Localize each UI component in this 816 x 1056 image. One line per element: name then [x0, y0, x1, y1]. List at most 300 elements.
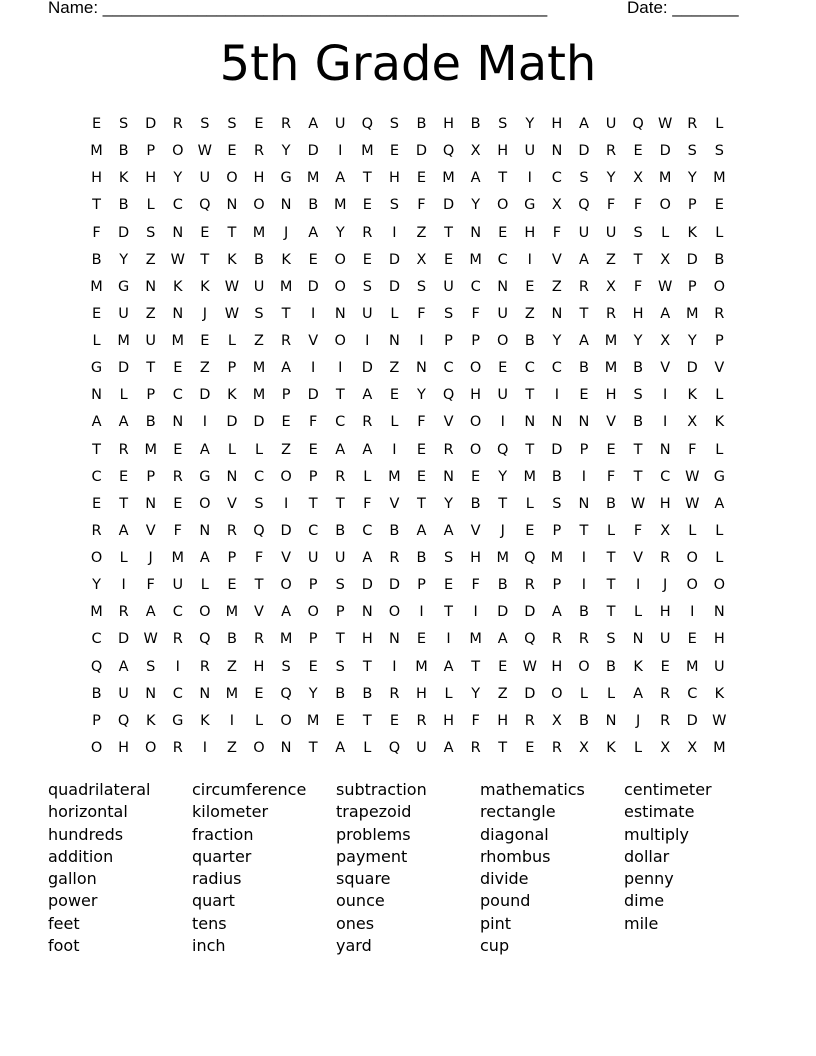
grid-letter: D — [361, 577, 373, 594]
word-list-item: mile — [624, 913, 659, 933]
grid-letter: Q — [524, 550, 536, 567]
grid-letter: Z — [199, 360, 210, 377]
grid-letter: M — [252, 387, 266, 404]
word-list-item: fraction — [192, 824, 254, 844]
grid-letter: E — [606, 441, 616, 458]
grid-letter: U — [416, 739, 427, 756]
grid-row — [83, 138, 733, 165]
grid-letter: R — [578, 278, 589, 295]
grid-letter: W — [685, 495, 700, 512]
grid-letter: O — [713, 278, 726, 295]
grid-letter: E — [443, 577, 454, 594]
grid-letter: W — [658, 278, 673, 295]
grid-letter: D — [524, 604, 536, 621]
grid-letter: B — [416, 550, 427, 567]
grid-letter: S — [146, 224, 156, 241]
grid-letter: A — [578, 116, 589, 133]
grid-letter: V — [633, 550, 644, 567]
grid-letter: O — [334, 251, 346, 268]
grid-letter: Q — [199, 197, 211, 214]
grid-letter: E — [498, 658, 508, 675]
grid-letter: M — [713, 170, 726, 187]
word-list-item: ones — [336, 913, 375, 933]
grid-letter: U — [145, 333, 156, 350]
grid-letter: I — [473, 604, 478, 621]
grid-letter: A — [470, 170, 481, 187]
grid-letter: T — [227, 224, 237, 241]
grid-letter: M — [604, 360, 618, 377]
grid-letter: G — [524, 197, 536, 214]
grid-letter: M — [144, 441, 157, 458]
grid-letter: X — [660, 251, 671, 268]
grid-letter: A — [335, 441, 346, 458]
grid-letter: T — [606, 604, 616, 621]
grid-letter: V — [470, 522, 481, 539]
word-column — [48, 779, 192, 957]
grid-row — [83, 626, 733, 653]
grid-letter: N — [226, 468, 238, 485]
grid-letter: Z — [416, 224, 427, 241]
grid-letter: A — [578, 251, 589, 268]
grid-letter: E — [119, 468, 129, 485]
grid-letter: U — [118, 305, 129, 322]
grid-letter: R — [389, 685, 400, 702]
grid-letter: J — [663, 577, 668, 594]
grid-letter: O — [280, 577, 292, 594]
grid-letter: U — [605, 116, 617, 133]
grid-letter: L — [661, 224, 670, 241]
grid-letter: D — [524, 685, 536, 702]
grid-letter: P — [308, 468, 318, 485]
grid-letter: C — [172, 685, 183, 702]
grid-letter: N — [145, 278, 157, 295]
grid-letter: D — [226, 414, 238, 431]
grid-letter: U — [659, 631, 671, 648]
grid-letter: A — [714, 495, 725, 512]
grid-letter: M — [658, 170, 672, 187]
grid-letter: I — [311, 360, 316, 377]
grid-letter: R — [199, 658, 210, 675]
grid-letter: Z — [524, 305, 535, 322]
grid-letter: B — [606, 658, 616, 675]
grid-letter: A — [91, 414, 102, 431]
grid-letter: E — [200, 333, 210, 350]
grid-letter: B — [606, 495, 616, 512]
grid-letter: E — [173, 495, 183, 512]
grid-letter: B — [254, 251, 264, 268]
grid-letter: L — [146, 197, 155, 214]
word-list-item: square — [336, 869, 391, 889]
grid-letter: N — [172, 224, 184, 241]
grid-letter: D — [253, 414, 265, 431]
grid-letter: M — [90, 143, 103, 160]
grid-letter: S — [633, 224, 643, 241]
grid-letter: O — [307, 604, 319, 621]
grid-letter: S — [119, 116, 129, 133]
grid-letter: R — [605, 143, 617, 160]
grid-letter: L — [200, 577, 209, 594]
grid-letter: E — [660, 658, 670, 675]
grid-letter: N — [280, 197, 292, 214]
word-list-item: tens — [192, 913, 227, 933]
grid-letter: D — [686, 360, 698, 377]
grid-letter: Q — [442, 387, 455, 404]
grid-letter: A — [362, 550, 373, 567]
grid-letter: I — [635, 577, 641, 594]
grid-letter: R — [416, 712, 427, 729]
grid-letter: D — [659, 143, 671, 160]
grid-letter: H — [713, 631, 725, 648]
grid-letter: E — [416, 170, 427, 187]
grid-letter: K — [173, 278, 183, 295]
grid-letter: D — [307, 143, 319, 160]
grid-letter: Q — [199, 631, 211, 648]
grid-letter: B — [633, 414, 644, 431]
grid-letter: U — [118, 685, 129, 702]
grid-letter: O — [144, 739, 157, 756]
grid-letter: A — [281, 360, 292, 377]
grid-letter: D — [686, 251, 698, 268]
word-list-item: circumference — [192, 780, 307, 799]
grid-letter: A — [118, 658, 129, 675]
grid-letter: I — [338, 143, 343, 160]
grid-row — [83, 274, 733, 301]
grid-letter: C — [660, 468, 671, 485]
grid-letter: G — [713, 468, 725, 485]
word-list-item: addition — [48, 846, 114, 866]
grid-letter: O — [280, 468, 292, 485]
grid-letter: T — [579, 522, 589, 539]
grid-letter: R — [118, 604, 129, 621]
word-list-item: pint — [480, 913, 512, 933]
grid-letter: H — [524, 224, 536, 241]
grid-letter: Q — [632, 116, 644, 133]
grid-letter: G — [90, 360, 103, 377]
grid-letter: B — [524, 333, 535, 350]
grid-letter: N — [388, 631, 400, 648]
grid-letter: L — [227, 441, 236, 458]
grid-letter: O — [172, 143, 184, 160]
word-list-item: dime — [624, 891, 665, 911]
grid-letter: F — [146, 577, 155, 594]
grid-letter: P — [687, 197, 697, 214]
grid-letter: T — [444, 224, 453, 241]
grid-letter: X — [633, 170, 644, 187]
grid-row — [83, 464, 733, 491]
grid-letter: Y — [687, 333, 697, 350]
grid-letter: O — [659, 197, 671, 214]
word-list-item: hundreds — [48, 824, 124, 844]
grid-letter: L — [363, 739, 372, 756]
grid-letter: P — [444, 333, 453, 350]
grid-letter: P — [92, 712, 101, 729]
grid-letter: L — [254, 712, 264, 729]
grid-letter: G — [172, 712, 184, 729]
grid-letter: O — [551, 685, 563, 702]
grid-letter: T — [200, 251, 210, 268]
grid-letter: K — [200, 278, 210, 295]
grid-letter: M — [90, 278, 103, 295]
grid-letter: E — [91, 116, 102, 133]
grid-letter: R — [253, 143, 265, 160]
grid-row — [83, 409, 733, 436]
grid-letter: D — [388, 278, 400, 295]
grid-letter: N — [416, 360, 427, 377]
grid-letter: C — [551, 360, 562, 377]
grid-letter: C — [524, 360, 535, 377]
grid-letter: C — [172, 387, 183, 404]
grid-letter: O — [280, 712, 292, 729]
grid-letter: E — [416, 441, 427, 458]
grid-letter: Y — [281, 143, 291, 160]
grid-letter: A — [497, 631, 508, 648]
grid-letter: Q — [90, 658, 103, 675]
grid-letter: B — [578, 604, 589, 621]
grid-letter: A — [118, 522, 129, 539]
grid-letter: H — [91, 170, 102, 187]
grid-letter: E — [335, 712, 345, 729]
grid-letter: O — [253, 197, 265, 214]
grid-letter: M — [604, 333, 618, 350]
grid-letter: S — [335, 577, 345, 594]
grid-letter: P — [471, 333, 480, 350]
grid-letter: N — [632, 631, 644, 648]
grid-letter: T — [362, 170, 372, 187]
grid-letter: Q — [280, 685, 292, 702]
grid-row — [83, 328, 733, 355]
grid-letter: I — [202, 414, 207, 431]
grid-letter: S — [281, 658, 291, 675]
grid-letter: S — [389, 197, 399, 214]
grid-letter: B — [91, 251, 102, 268]
grid-letter: T — [606, 577, 616, 594]
grid-letter: A — [443, 739, 454, 756]
grid-letter: F — [688, 441, 697, 458]
grid-letter: B — [470, 495, 481, 512]
grid-letter: D — [145, 116, 157, 133]
grid-letter: F — [417, 305, 426, 322]
grid-letter: Y — [687, 170, 697, 187]
grid-letter: I — [121, 577, 126, 594]
grid-letter: N — [551, 414, 563, 431]
grid-letter: T — [335, 495, 345, 512]
grid-letter: D — [118, 224, 130, 241]
word-list-item: rectangle — [480, 802, 556, 822]
page-title: 5th Grade Math — [219, 36, 597, 92]
grid-letter: W — [658, 116, 673, 133]
grid-letter: Y — [471, 197, 481, 214]
grid-letter: X — [660, 739, 671, 756]
grid-letter: R — [714, 305, 725, 322]
grid-letter: P — [417, 577, 426, 594]
word-list-item: power — [48, 891, 98, 911]
grid-letter: V — [606, 414, 616, 431]
grid-letter: M — [523, 468, 537, 485]
grid-letter: T — [633, 251, 643, 268]
grid-letter: Q — [388, 739, 401, 756]
grid-letter: D — [578, 143, 590, 160]
grid-letter: L — [715, 550, 724, 567]
grid-letter: S — [362, 278, 372, 295]
grid-letter: M — [686, 305, 699, 322]
grid-letter: P — [552, 522, 562, 539]
grid-letter: U — [497, 305, 509, 322]
grid-letter: K — [633, 658, 643, 675]
grid-letter: F — [308, 414, 318, 431]
grid-letter: N — [91, 387, 102, 404]
grid-row — [83, 301, 733, 328]
grid-letter: W — [224, 305, 240, 322]
grid-letter: L — [390, 305, 399, 322]
grid-letter: X — [470, 143, 481, 160]
grid-letter: C — [443, 360, 454, 377]
grid-letter: A — [443, 658, 454, 675]
grid-letter: C — [470, 278, 481, 295]
grid-letter: E — [416, 631, 427, 648]
word-list-item: payment — [336, 846, 408, 866]
grid-letter: S — [552, 495, 562, 512]
grid-letter: E — [308, 658, 318, 675]
grid-letter: D — [686, 712, 698, 729]
grid-letter: B — [416, 116, 427, 133]
grid-letter: R — [605, 305, 617, 322]
grid-letter: M — [252, 224, 266, 241]
grid-letter: V — [660, 360, 671, 377]
grid-letter: K — [714, 414, 725, 431]
grid-letter: H — [551, 116, 563, 133]
grid-letter: E — [389, 143, 399, 160]
grid-letter: L — [525, 495, 534, 512]
grid-letter: K — [118, 170, 129, 187]
grid-letter: E — [389, 387, 399, 404]
word-column — [336, 779, 480, 957]
grid-letter: Y — [444, 495, 453, 512]
grid-letter: E — [173, 360, 183, 377]
grid-letter: I — [392, 658, 397, 675]
grid-letter: T — [471, 658, 481, 675]
grid-letter: L — [227, 333, 236, 350]
grid-letter: K — [687, 224, 698, 241]
grid-letter: C — [253, 468, 265, 485]
grid-letter: Y — [308, 685, 318, 702]
grid-letter: N — [578, 495, 590, 512]
grid-letter: R — [443, 441, 454, 458]
grid-letter: V — [389, 495, 400, 512]
word-list-item: subtraction — [336, 780, 427, 799]
letter-grid — [83, 111, 733, 762]
word-list-item: quart — [192, 891, 235, 911]
grid-letter: E — [389, 712, 399, 729]
grid-letter: L — [715, 387, 724, 404]
grid-letter: N — [145, 495, 157, 512]
word-list-item: multiply — [624, 824, 689, 844]
grid-letter: R — [335, 468, 346, 485]
grid-letter: P — [579, 441, 589, 458]
grid-letter: S — [498, 116, 508, 133]
grid-letter: M — [469, 251, 482, 268]
grid-letter: T — [308, 739, 318, 756]
grid-letter: U — [443, 278, 454, 295]
grid-letter: X — [551, 712, 562, 729]
grid-letter: Z — [606, 251, 616, 268]
grid-letter: D — [551, 441, 563, 458]
grid-letter: U — [307, 550, 319, 567]
grid-row — [83, 165, 733, 192]
grid-letter: U — [714, 658, 725, 675]
grid-letter: K — [227, 387, 237, 404]
grid-letter: R — [660, 550, 671, 567]
grid-letter: Y — [173, 170, 183, 187]
grid-letter: L — [390, 414, 399, 431]
grid-letter: I — [581, 550, 587, 567]
grid-letter: L — [119, 550, 128, 567]
grid-letter: E — [254, 685, 264, 702]
grid-letter: K — [200, 712, 210, 729]
grid-letter: S — [227, 116, 237, 133]
grid-letter: K — [145, 712, 156, 729]
grid-letter: W — [170, 251, 185, 268]
grid-letter: L — [254, 441, 264, 458]
grid-letter: L — [634, 739, 643, 756]
grid-letter: T — [498, 170, 508, 187]
grid-letter: E — [416, 468, 427, 485]
grid-row — [83, 355, 733, 382]
grid-letter: N — [470, 224, 482, 241]
grid-letter: X — [416, 251, 427, 268]
grid-letter: H — [497, 143, 509, 160]
grid-letter: F — [633, 278, 643, 295]
grid-letter: F — [254, 550, 264, 567]
grid-letter: G — [280, 170, 292, 187]
grid-letter: R — [578, 631, 589, 648]
grid-letter: S — [714, 143, 724, 160]
grid-letter: N — [280, 739, 292, 756]
grid-letter: M — [279, 631, 293, 648]
grid-letter: S — [416, 278, 427, 295]
grid-letter: R — [362, 224, 373, 241]
grid-letter: R — [687, 116, 698, 133]
grid-letter: I — [283, 495, 289, 512]
word-list-item: ounce — [336, 891, 385, 911]
grid-letter: F — [417, 197, 426, 214]
grid-letter: R — [172, 468, 183, 485]
grid-letter: I — [419, 604, 424, 621]
grid-letter: A — [145, 604, 156, 621]
grid-letter: D — [199, 387, 211, 404]
grid-letter: U — [253, 278, 265, 295]
word-list-item: problems — [336, 824, 411, 844]
grid-letter: N — [199, 522, 211, 539]
grid-letter: Y — [119, 251, 129, 268]
grid-letter: H — [551, 658, 563, 675]
grid-letter: O — [578, 658, 590, 675]
grid-letter: V — [714, 360, 725, 377]
grid-letter: Z — [254, 333, 264, 350]
grid-letter: B — [714, 251, 725, 268]
grid-letter: O — [469, 414, 482, 431]
grid-letter: I — [663, 387, 668, 404]
grid-letter: A — [633, 685, 644, 702]
grid-letter: S — [389, 116, 399, 133]
grid-letter: I — [392, 224, 397, 241]
grid-letter: K — [281, 251, 291, 268]
grid-row — [83, 382, 733, 409]
grid-letter: C — [172, 197, 183, 214]
grid-letter: M — [469, 631, 482, 648]
grid-letter: K — [606, 739, 616, 756]
grid-letter: R — [253, 631, 265, 648]
grid-letter: H — [443, 712, 454, 729]
